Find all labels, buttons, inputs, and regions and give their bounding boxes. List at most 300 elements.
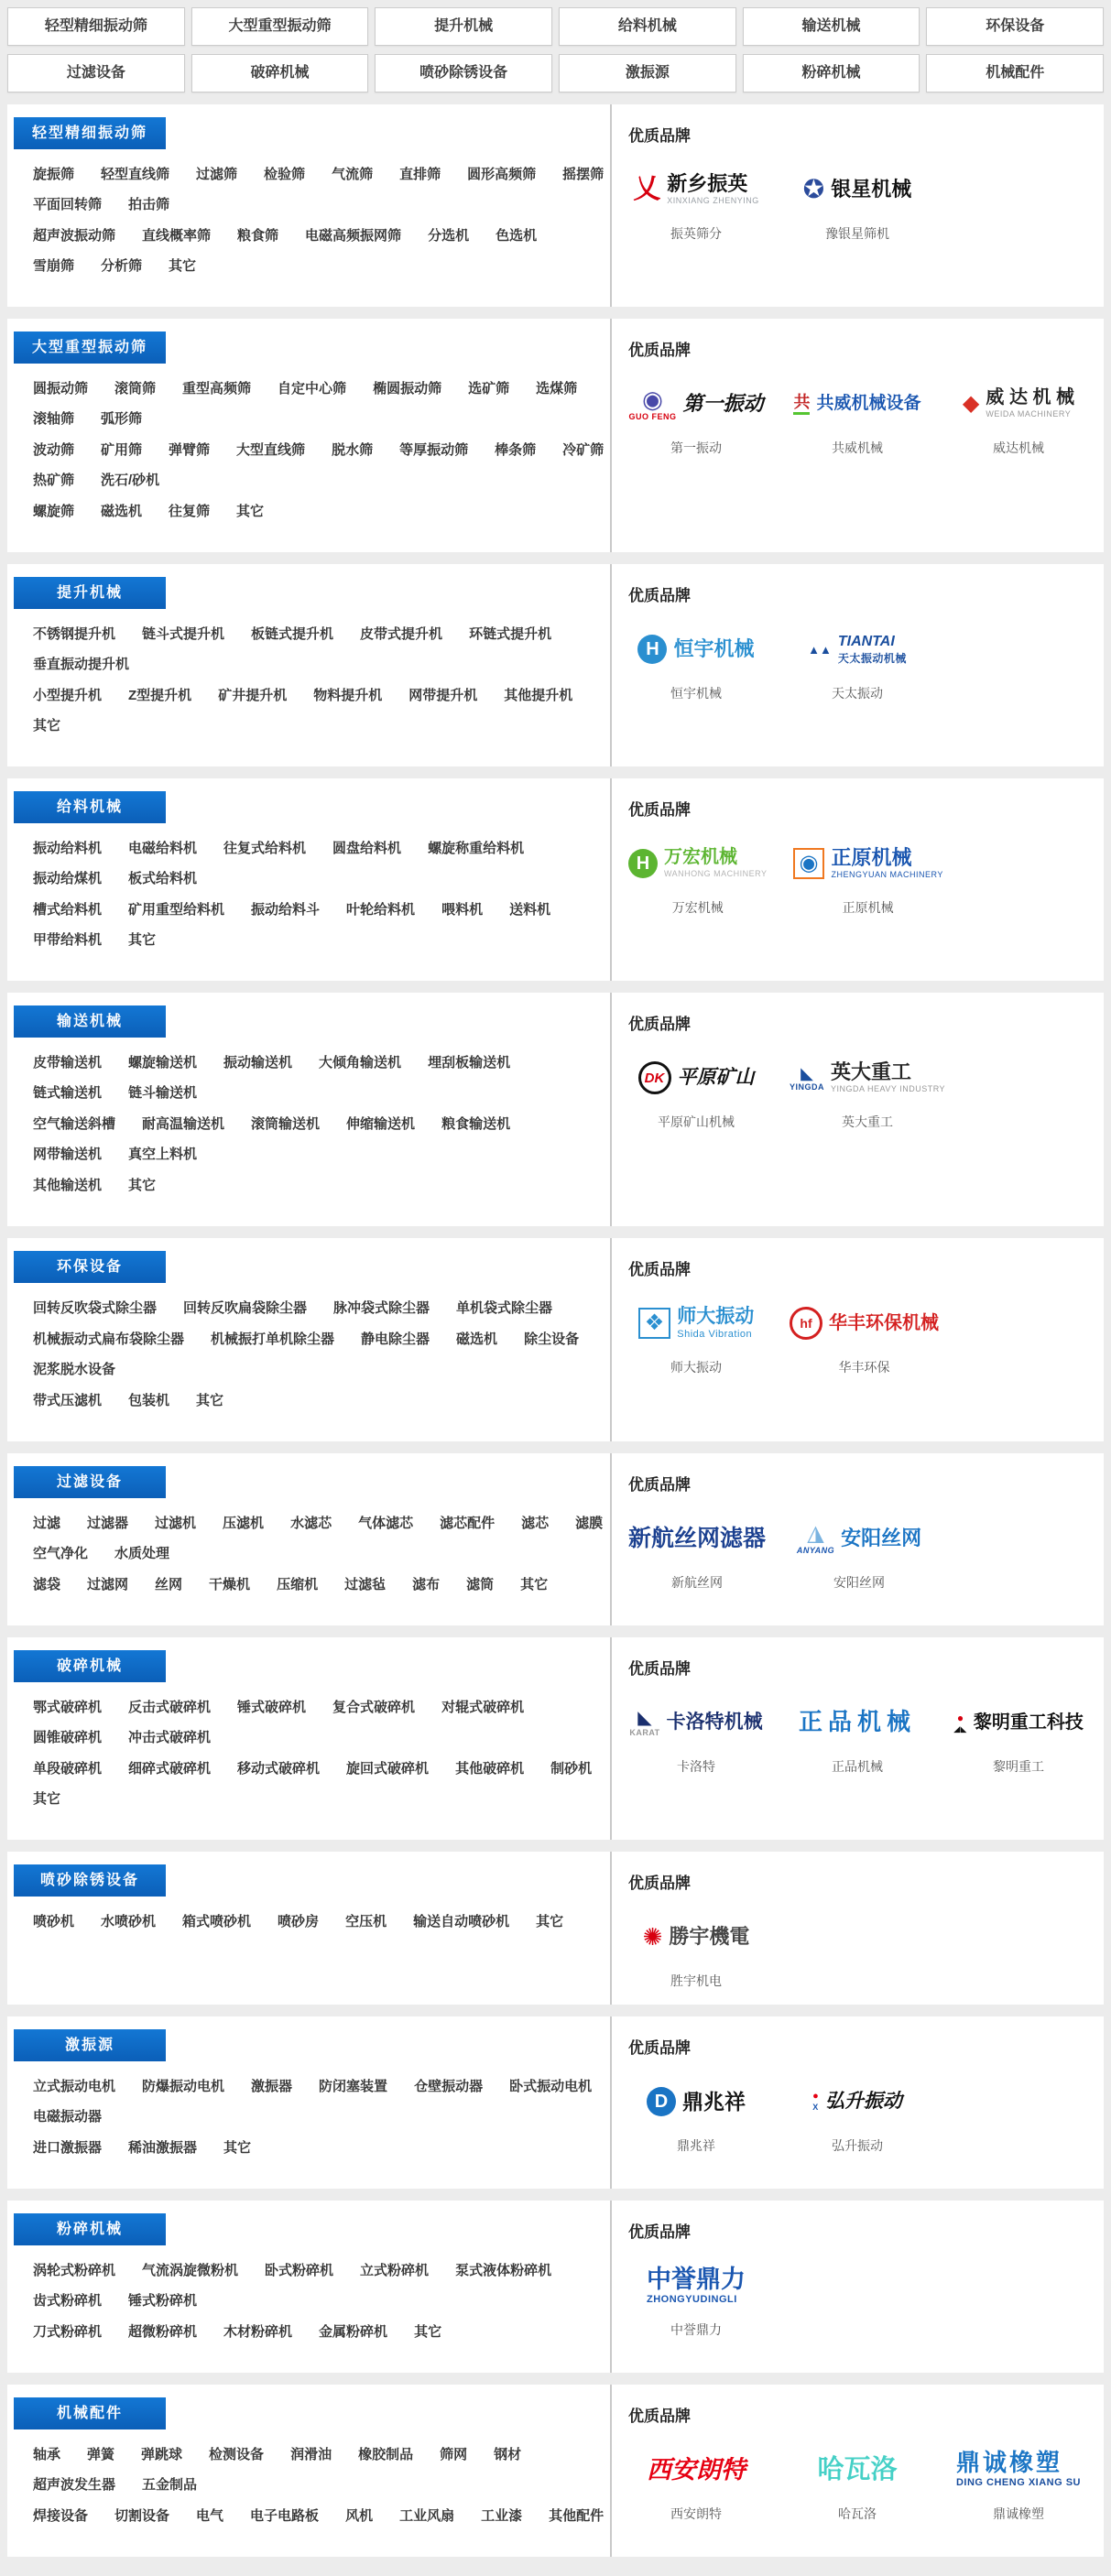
category-link[interactable]: 其它 <box>196 1393 224 1408</box>
nav-category-button[interactable]: 过滤设备 <box>7 54 185 92</box>
category-link[interactable]: 皮带式提升机 <box>360 626 443 642</box>
category-link[interactable]: 其他配件 <box>549 2508 605 2524</box>
category-link[interactable]: 色选机 <box>496 228 538 244</box>
category-link[interactable]: 选矿筛 <box>468 381 510 397</box>
category-link[interactable]: 其它 <box>236 504 265 519</box>
category-link[interactable]: 回转反吹扁袋除尘器 <box>183 1300 308 1316</box>
category-link[interactable]: 水滤芯 <box>290 1516 332 1531</box>
category-link[interactable]: 洗石/砂机 <box>101 473 160 488</box>
sections <box>0 101 1111 2576</box>
category-link[interactable]: 超声波发生器 <box>33 2477 116 2493</box>
category-link[interactable]: 圆形高频筛 <box>467 167 537 182</box>
brand-item[interactable] <box>790 164 925 243</box>
category-link[interactable]: 气体滤芯 <box>358 1516 414 1531</box>
brand-label: 英大重工 <box>842 1114 894 1129</box>
category-link[interactable]: 包装机 <box>128 1393 170 1408</box>
category-link[interactable]: 其它 <box>520 1577 549 1592</box>
category-link[interactable]: 皮带输送机 <box>33 1055 103 1071</box>
brand-logo-icon-glyph: ▲▲ <box>808 642 832 657</box>
brand-item[interactable] <box>951 378 1086 457</box>
brand-logo-subtext: YINGDA HEAVY INDUSTRY <box>831 1084 946 1094</box>
category-link[interactable]: 切割设备 <box>114 2508 170 2524</box>
category-link[interactable]: 超微粉碎机 <box>128 2324 198 2340</box>
category-link[interactable]: 仓壁振动器 <box>414 2079 484 2094</box>
category-link[interactable]: 轴承 <box>33 2447 61 2462</box>
section-title-button[interactable]: 提升机械 <box>14 577 166 609</box>
category-link[interactable]: 其它 <box>128 1178 157 1193</box>
brand-logo <box>808 624 907 675</box>
brand-list <box>628 2260 1093 2339</box>
nav-category-button[interactable]: 输送机械 <box>743 7 920 46</box>
category-link[interactable]: 其它 <box>414 2324 442 2340</box>
category-link[interactable]: 激振器 <box>251 2079 293 2094</box>
link-row <box>33 838 605 887</box>
section-links <box>9 2429 610 2525</box>
link-row <box>33 685 605 734</box>
category-link[interactable]: 振动给煤机 <box>33 871 103 886</box>
category-link[interactable]: 锤式粉碎机 <box>128 2293 198 2309</box>
brand-label: 胜宇机电 <box>670 1973 722 1988</box>
category-link[interactable]: 输送自动喷砂机 <box>413 1914 510 1929</box>
category-link[interactable]: 摇摆筛 <box>562 167 605 182</box>
category-link[interactable]: 分析筛 <box>101 258 143 274</box>
category-link[interactable]: 不锈钢提升机 <box>33 626 116 642</box>
category-link[interactable]: 空气输送斜槽 <box>33 1116 116 1132</box>
quality-brands-heading: 优质品牌 <box>628 801 691 819</box>
section <box>7 104 1104 307</box>
category-link[interactable]: 振动给料斗 <box>251 902 321 918</box>
category-link[interactable]: 振动给料机 <box>33 841 103 856</box>
brand-label: 鼎兆祥 <box>677 2138 715 2153</box>
brand-item[interactable] <box>628 1697 764 1776</box>
category-link[interactable]: 机械振打单机除尘器 <box>211 1331 335 1347</box>
brand-logo <box>817 2444 897 2495</box>
category-link[interactable]: 链斗式提升机 <box>142 626 225 642</box>
brand-label: 平原矿山机械 <box>658 1114 735 1129</box>
category-link[interactable]: 木材粉碎机 <box>223 2324 293 2340</box>
brand-item[interactable] <box>790 2444 925 2523</box>
category-link[interactable]: 链式输送机 <box>33 1085 103 1101</box>
category-link[interactable]: 气流筛 <box>332 167 374 182</box>
category-link[interactable]: 移动式破碎机 <box>237 1761 321 1777</box>
category-link[interactable]: 滚筒筛 <box>114 381 157 397</box>
category-link[interactable]: 等厚振动筛 <box>399 442 469 458</box>
category-link[interactable]: 防闭塞装置 <box>319 2079 388 2094</box>
nav-category-button[interactable]: 提升机械 <box>375 7 552 46</box>
category-link[interactable]: 圆振动筛 <box>33 381 89 397</box>
category-link[interactable]: 对辊式破碎机 <box>441 1700 525 1715</box>
section-links <box>9 1682 610 1808</box>
brand-logo-subtext: WEIDA MACHINERY <box>986 409 1072 419</box>
brand-logo-textcol <box>829 1314 939 1333</box>
category-link[interactable]: 气流涡旋微粉机 <box>142 2263 239 2278</box>
section-title-button[interactable]: 大型重型振动筛 <box>14 332 166 364</box>
category-link[interactable]: 电子电路板 <box>250 2508 320 2524</box>
category-link[interactable]: 网带输送机 <box>33 1147 103 1162</box>
category-link[interactable]: 磁选机 <box>101 504 143 519</box>
brand-logo-text: 勝宇機電 <box>669 1925 750 1949</box>
category-link[interactable]: 制砂机 <box>550 1761 593 1777</box>
brand-item[interactable] <box>628 1298 764 1376</box>
category-link[interactable]: 矿井提升机 <box>218 688 288 703</box>
category-link[interactable]: 滤膜 <box>575 1516 604 1531</box>
category-link[interactable]: 立式粉碎机 <box>360 2263 430 2278</box>
section-title-button[interactable]: 破碎机械 <box>14 1650 166 1682</box>
category-link[interactable]: 单机袋式除尘器 <box>456 1300 553 1316</box>
brand-logo-icon <box>793 394 810 415</box>
category-link[interactable]: 滤芯配件 <box>440 1516 496 1531</box>
section <box>7 1852 1104 2005</box>
category-link[interactable]: 电磁高频振网筛 <box>305 228 402 244</box>
brand-item[interactable] <box>951 2444 1086 2523</box>
link-row <box>33 1329 605 1378</box>
category-link[interactable]: 雪崩筛 <box>33 258 75 274</box>
category-link[interactable]: 滚筒输送机 <box>251 1116 321 1132</box>
category-link[interactable]: 脱水筛 <box>332 442 374 458</box>
category-link[interactable]: 热矿筛 <box>33 473 75 488</box>
category-link[interactable]: 叶轮给料机 <box>346 902 416 918</box>
category-link[interactable]: 环链式提升机 <box>469 626 552 642</box>
category-link[interactable]: 平面回转筛 <box>33 197 103 212</box>
brand-list <box>628 164 1093 243</box>
brand-item[interactable] <box>628 838 768 917</box>
category-link[interactable]: 反击式破碎机 <box>128 1700 212 1715</box>
category-link[interactable]: 工业漆 <box>481 2508 523 2524</box>
brand-item[interactable] <box>790 378 925 457</box>
section <box>7 1637 1104 1840</box>
category-link[interactable]: 轻型直线筛 <box>101 167 170 182</box>
brand-logo-textcol <box>667 1712 763 1733</box>
brand-logo-text: 师大振动 <box>677 1305 755 1327</box>
section-links <box>9 149 610 275</box>
category-link[interactable]: 水喷砂机 <box>101 1914 157 1929</box>
category-link[interactable]: 箱式喷砂机 <box>182 1914 252 1929</box>
category-link[interactable]: 单段破碎机 <box>33 1761 103 1777</box>
brand-logo-icon-glyph: ● <box>956 1711 964 1724</box>
category-link[interactable]: 板链式提升机 <box>251 626 334 642</box>
section-links <box>9 2061 610 2157</box>
category-link[interactable]: 过滤筛 <box>196 167 238 182</box>
category-link[interactable]: 螺旋筛 <box>33 504 75 519</box>
category-link[interactable]: 过滤毡 <box>344 1577 387 1592</box>
brand-logo-text: 鼎兆祥 <box>682 2089 746 2114</box>
category-link[interactable]: 风机 <box>345 2508 374 2524</box>
category-link[interactable]: 电磁给料机 <box>128 841 198 856</box>
brand-logo <box>647 2444 746 2495</box>
brand-item[interactable] <box>628 624 764 702</box>
category-link[interactable]: 喷砂机 <box>33 1914 75 1929</box>
category-link[interactable]: 空气净化 <box>33 1546 89 1561</box>
category-link[interactable]: 椭圆振动筛 <box>373 381 442 397</box>
brand-item[interactable] <box>628 1513 766 1592</box>
category-link[interactable]: 小型提升机 <box>33 688 103 703</box>
category-link[interactable]: 粮食筛 <box>237 228 279 244</box>
category-link[interactable]: 泥浆脱水设备 <box>33 1362 116 1377</box>
category-link[interactable]: 波动筛 <box>33 442 75 458</box>
category-link[interactable]: 弧形筛 <box>101 411 143 427</box>
category-link[interactable]: 滚轴筛 <box>33 411 75 427</box>
category-link[interactable]: 拍击筛 <box>128 197 170 212</box>
brand-logo-icon <box>808 644 832 656</box>
category-link[interactable]: 筛网 <box>440 2447 468 2462</box>
category-link[interactable]: 干燥机 <box>209 1577 251 1592</box>
category-link[interactable]: 垂直振动提升机 <box>33 657 130 672</box>
category-link[interactable]: 圆锥破碎机 <box>33 1730 103 1745</box>
brand-logo-icon-subtext: GUO FENG <box>628 411 677 421</box>
category-link[interactable]: 其它 <box>128 932 157 948</box>
section-title-button[interactable]: 粉碎机械 <box>14 2213 166 2245</box>
category-link[interactable]: 旋振筛 <box>33 167 75 182</box>
category-link[interactable]: Z型提升机 <box>128 688 192 703</box>
link-row <box>33 501 605 520</box>
category-link[interactable]: 除尘设备 <box>524 1331 580 1347</box>
brand-logo-subtext: WANHONG MACHINERY <box>664 869 768 879</box>
section-title-button[interactable]: 环保设备 <box>14 1251 166 1283</box>
category-link[interactable]: 超声波振动筛 <box>33 228 116 244</box>
category-link[interactable]: 立式振动电机 <box>33 2079 116 2094</box>
section-title-button[interactable]: 输送机械 <box>14 1005 166 1038</box>
category-link[interactable]: 静电除尘器 <box>361 1331 430 1347</box>
category-link[interactable]: 喂料机 <box>441 902 484 918</box>
brand-item[interactable] <box>791 1513 927 1592</box>
category-link[interactable]: 过滤器 <box>87 1516 129 1531</box>
category-link[interactable]: 分选机 <box>428 228 470 244</box>
category-link[interactable]: 滤芯 <box>521 1516 550 1531</box>
category-link[interactable]: 链斗输送机 <box>128 1085 198 1101</box>
brand-logo-text: 正原机械 <box>831 846 912 870</box>
category-link[interactable]: 大倾角输送机 <box>319 1055 402 1071</box>
category-link[interactable]: 圆盘给料机 <box>332 841 402 856</box>
category-link[interactable]: 其它 <box>536 1914 564 1929</box>
brand-label: 中誉鼎力 <box>670 2322 722 2337</box>
category-link[interactable]: 直线概率筛 <box>142 228 212 244</box>
nav-category-button[interactable]: 喷砂除锈设备 <box>375 54 552 92</box>
category-link[interactable]: 自定中心筛 <box>278 381 347 397</box>
category-link[interactable]: 机械振动式扁布袋除尘器 <box>33 1331 185 1347</box>
brand-logo-textcol <box>825 2092 902 2112</box>
category-link[interactable]: 回转反吹袋式除尘器 <box>33 1300 158 1316</box>
category-link[interactable]: 电磁振动器 <box>33 2109 103 2125</box>
brand-logo <box>629 1697 762 1748</box>
brand-logo-icon <box>803 177 824 202</box>
brand-item[interactable] <box>790 1298 939 1376</box>
category-link[interactable]: 甲带给料机 <box>33 932 103 948</box>
category-link[interactable]: 其他输送机 <box>33 1178 103 1193</box>
category-link[interactable]: 重型高频筛 <box>182 381 252 397</box>
brand-logo-textcol <box>628 1527 766 1550</box>
category-link[interactable]: 压缩机 <box>277 1577 319 1592</box>
category-link[interactable]: 往复筛 <box>169 504 211 519</box>
section-left-column <box>7 104 610 307</box>
category-link[interactable]: 螺旋输送机 <box>128 1055 198 1071</box>
category-link[interactable]: 选煤筛 <box>536 381 578 397</box>
nav-category-button[interactable]: 大型重型振动筛 <box>191 7 369 46</box>
category-link[interactable]: 螺旋称重给料机 <box>428 841 525 856</box>
category-link[interactable]: 槽式给料机 <box>33 902 103 918</box>
brand-logo-subtext: XINXIANG ZHENYING <box>667 196 759 206</box>
nav-category-button[interactable]: 激振源 <box>559 54 736 92</box>
category-link[interactable]: 棒条筛 <box>495 442 537 458</box>
section-title-button[interactable]: 给料机械 <box>14 791 166 823</box>
category-link[interactable]: 网带提升机 <box>408 688 478 703</box>
category-link[interactable]: 粮食输送机 <box>441 1116 511 1132</box>
category-link[interactable]: 锤式破碎机 <box>237 1700 307 1715</box>
category-link[interactable]: 检测设备 <box>209 2447 265 2462</box>
category-link[interactable]: 振动输送机 <box>223 1055 293 1071</box>
nav-category-button[interactable]: 轻型精细振动筛 <box>7 7 185 46</box>
category-link[interactable]: 喷砂房 <box>278 1914 320 1929</box>
category-link[interactable]: 其他破碎机 <box>455 1761 525 1777</box>
nav-category-button[interactable]: 环保设备 <box>926 7 1104 46</box>
category-link[interactable]: 旋回式破碎机 <box>346 1761 430 1777</box>
category-link[interactable]: 橡胶制品 <box>358 2447 414 2462</box>
brand-item[interactable] <box>793 838 943 917</box>
category-link[interactable]: 其它 <box>169 258 197 274</box>
category-link[interactable]: 过滤 <box>33 1516 61 1531</box>
category-link[interactable]: 送料机 <box>509 902 551 918</box>
category-link[interactable]: 带式压滤机 <box>33 1393 103 1408</box>
brand-label: 卡洛特 <box>677 1759 715 1774</box>
category-link[interactable]: 泵式液体粉碎机 <box>455 2263 552 2278</box>
brand-logo-text: 万宏机械 <box>664 847 737 868</box>
category-link[interactable]: 板式给料机 <box>128 871 198 886</box>
brand-item[interactable] <box>628 1911 764 1990</box>
brand-logo-textcol <box>799 1710 916 1734</box>
category-link[interactable]: 其它 <box>223 2140 252 2156</box>
category-link[interactable]: 刀式粉碎机 <box>33 2324 103 2340</box>
section-links <box>9 1498 610 1593</box>
category-link[interactable]: 卧式振动电机 <box>509 2079 593 2094</box>
brand-item[interactable] <box>790 1697 925 1776</box>
brand-logo-textcol <box>667 173 759 206</box>
nav-category-button[interactable]: 机械配件 <box>926 54 1104 92</box>
category-link[interactable]: 卧式粉碎机 <box>265 2263 334 2278</box>
category-link[interactable]: 脉冲袋式除尘器 <box>333 1300 430 1316</box>
category-link[interactable]: 冲击式破碎机 <box>128 1730 212 1745</box>
category-link[interactable]: 检验筛 <box>264 167 306 182</box>
nav-category-button[interactable]: 给料机械 <box>559 7 736 46</box>
category-link[interactable]: 滤布 <box>412 1577 441 1592</box>
brand-logo-icon-glyph: ◉ <box>642 385 663 413</box>
brand-logo-icon <box>628 849 658 878</box>
category-link[interactable]: 过滤机 <box>155 1516 197 1531</box>
link-row <box>33 1298 605 1317</box>
category-link[interactable]: 物料提升机 <box>313 688 383 703</box>
category-link[interactable]: 进口激振器 <box>33 2140 103 2156</box>
category-link[interactable]: 矿用筛 <box>101 442 143 458</box>
category-link[interactable]: 弹簧 <box>87 2447 115 2462</box>
category-link[interactable]: 润滑油 <box>290 2447 332 2462</box>
category-link[interactable]: 往复式给料机 <box>223 841 307 856</box>
brand-item[interactable] <box>790 2076 925 2155</box>
category-link[interactable]: 鄂式破碎机 <box>33 1700 103 1715</box>
category-link[interactable]: 钢材 <box>494 2447 522 2462</box>
brand-item[interactable] <box>790 624 925 702</box>
brand-item[interactable] <box>628 378 764 457</box>
category-link[interactable]: 工业风扇 <box>399 2508 455 2524</box>
brand-logo-text: 威 达 机 械 <box>986 387 1075 408</box>
category-link[interactable]: 耐高温输送机 <box>142 1116 225 1132</box>
brand-item[interactable] <box>628 164 764 243</box>
category-link[interactable]: 金属粉碎机 <box>319 2324 388 2340</box>
category-link[interactable]: 过滤网 <box>87 1577 129 1592</box>
category-link[interactable]: 其它 <box>33 1791 61 1807</box>
brand-label: 正品机械 <box>832 1759 883 1774</box>
category-link[interactable]: 水质处理 <box>114 1546 170 1561</box>
brand-item[interactable] <box>951 1697 1086 1776</box>
category-link[interactable]: 焊接设备 <box>33 2508 89 2524</box>
section-title-button[interactable]: 轻型精细振动筛 <box>14 117 166 149</box>
brand-logo-textcol <box>831 179 911 200</box>
brand-logo-icon-glyph: hf <box>790 1307 822 1340</box>
category-link[interactable]: 埋刮板输送机 <box>428 1055 511 1071</box>
link-row <box>33 2076 605 2125</box>
section-brand-column <box>610 2385 1104 2557</box>
brand-logo-icon <box>633 176 660 203</box>
brand-label: 华丰环保 <box>838 1360 890 1375</box>
section-title-button[interactable]: 过滤设备 <box>14 1466 166 1498</box>
section-title-button[interactable]: 激振源 <box>14 2029 166 2061</box>
category-link[interactable]: 电气 <box>196 2508 224 2524</box>
section <box>7 1453 1104 1625</box>
section-title-button[interactable]: 喷砂除锈设备 <box>14 1864 166 1897</box>
brand-item[interactable] <box>628 2444 764 2523</box>
brand-logo-icon-glyph: ❖ <box>638 1308 671 1339</box>
nav-category-button[interactable]: 破碎机械 <box>191 54 369 92</box>
category-link[interactable]: 弹跳球 <box>141 2447 183 2462</box>
category-link[interactable]: 冷矿筛 <box>562 442 605 458</box>
brand-item[interactable] <box>790 1052 945 1131</box>
category-link[interactable]: 伸缩输送机 <box>346 1116 416 1132</box>
category-link[interactable]: 丝网 <box>155 1577 183 1592</box>
category-link[interactable]: 磁选机 <box>456 1331 498 1347</box>
brand-label: 哈瓦洛 <box>838 2506 877 2521</box>
category-link[interactable]: 防爆振动电机 <box>142 2079 225 2094</box>
category-link[interactable]: 压滤机 <box>223 1516 265 1531</box>
nav-row <box>7 7 1104 46</box>
category-link[interactable]: 其他提升机 <box>504 688 573 703</box>
nav-category-button[interactable]: 粉碎机械 <box>743 54 920 92</box>
category-link[interactable]: 滤袋 <box>33 1577 61 1592</box>
category-link[interactable]: 五金制品 <box>142 2477 198 2493</box>
brand-logo-text: 哈瓦洛 <box>817 2454 898 2484</box>
section <box>7 993 1104 1226</box>
brand-item[interactable] <box>628 2076 764 2155</box>
category-link[interactable]: 弹臂筛 <box>169 442 211 458</box>
category-link[interactable]: 齿式粉碎机 <box>33 2293 103 2309</box>
section-title-button[interactable]: 机械配件 <box>14 2397 166 2429</box>
link-row <box>33 899 605 949</box>
category-link[interactable]: 滤筒 <box>466 1577 495 1592</box>
brand-list <box>628 1298 1093 1376</box>
quality-brands-heading: 优质品牌 <box>628 1875 691 1892</box>
category-link[interactable]: 稀油激振器 <box>128 2140 198 2156</box>
category-link[interactable]: 空压机 <box>345 1914 387 1929</box>
brand-logo-textcol <box>831 1061 945 1094</box>
brand-logo-textcol <box>673 638 754 659</box>
brand-item[interactable] <box>628 2260 764 2339</box>
category-link[interactable]: 其它 <box>33 718 61 734</box>
category-link[interactable]: 矿用重型给料机 <box>128 902 225 918</box>
category-link[interactable]: 细碎式破碎机 <box>128 1761 212 1777</box>
link-row <box>33 2444 605 2494</box>
category-link[interactable]: 复合式破碎机 <box>332 1700 416 1715</box>
category-link[interactable]: 真空上料机 <box>128 1147 198 1162</box>
brand-item[interactable] <box>628 1052 764 1131</box>
category-link[interactable]: 大型直线筛 <box>236 442 306 458</box>
category-link[interactable]: 涡轮式粉碎机 <box>33 2263 116 2278</box>
category-link[interactable]: 直排筛 <box>399 167 441 182</box>
